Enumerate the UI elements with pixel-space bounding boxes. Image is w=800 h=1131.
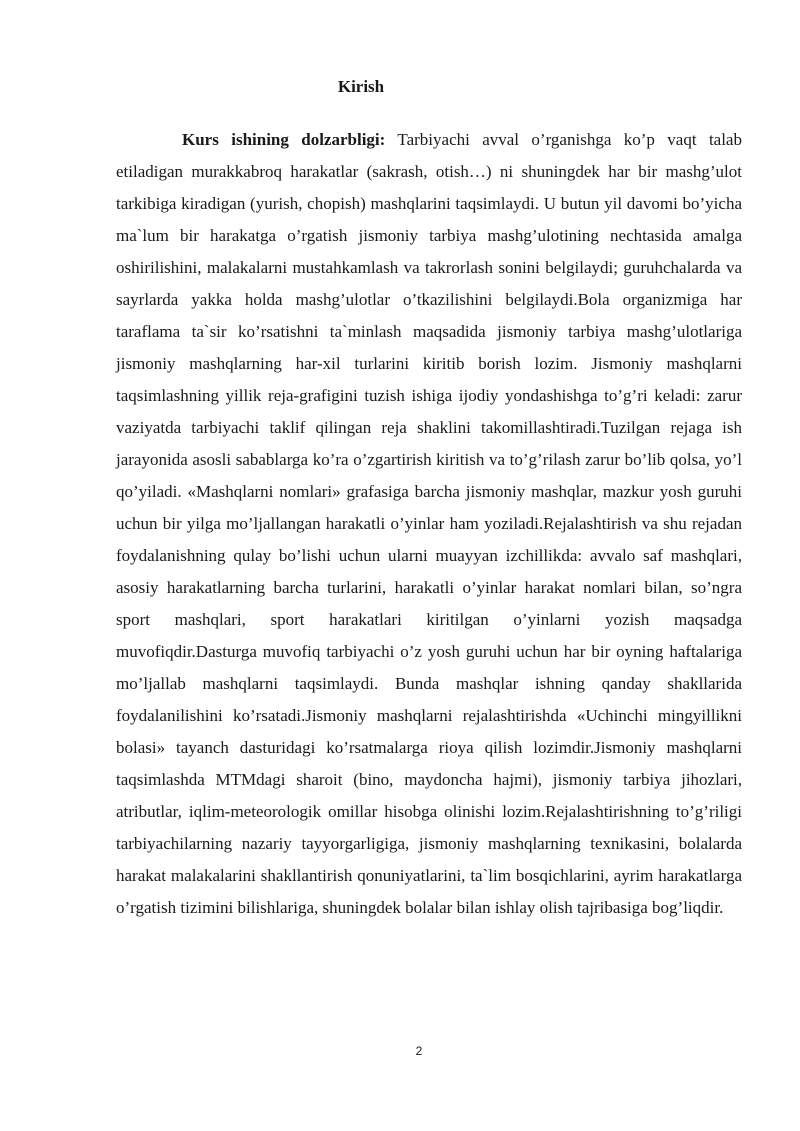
section-heading: Kirish: [337, 77, 385, 96]
paragraph-text: Tarbiyachi avval o’rganishga ko’p vaqt talab etiladigan murakkabroq harakatlar (sakrash, otish…) ni shuningdek har bir mashg’ulot tarkibiga kiradigan (yurish, chopish) mashqlarini taqsimlaydi. U butun yil davomi bo’yicha ma`lum bir harakatga o’rgatish jismoniy tarbiya mashg’ulotining nechtasida amalga oshirilishini, malakalarni mustahkamlash va takrorlash sonini belgilaydi; guruhchalarda va sayrlarda yakka holda mashg’ulotlar o’tkazilishini belgilaydi.Bola organizmiga har taraflama ta`sir ko’rsatishni ta`minlash maqsadida jismoniy tarbiya mashg’ulotlariga jismoniy mashqlarning har-xil turlarini kiritib borish lozim. Jismoniy mashqlarni taqsimlashning yillik reja-grafigini tuzish ishiga ijodiy yondashishga to’g’ri keladi: zarur vaziyatda tarbiyachi taklif qilingan reja shaklini takomillashtiradi.Tuzilgan rejaga ish jarayonida asosli sabablarga ko’ra o’zgartirish kiritish va to’g’rilash zarur bo’lib qolsa, yo’l qo’yiladi. «Mashqlarni nomlari» grafasiga barcha jismoniy mashqlar, mazkur yosh guruhi uchun bir yilga mo’ljallangan harakatli o’yinlar ham yoziladi.Rejalashtirish va shu rejadan foydalanishning qulay bo’lishi uchun ularni muayyan izchillikda: avvalo saf mashqlari, asosiy harakatlarning barcha turlarini, harakatli o’yinlar harakat nomlari bilan, so’ngra sport mashqlari, sport harakatlari kiritilgan o’yinlarni yozish maqsadga muvofiqdir.Dasturga muvofiq tarbiyachi o’z yosh guruhi uchun har bir oyning haftalariga mo’ljallab mashqlarni taqsimlaydi. Bunda mashqlar ishning qanday shakllarida foydalanilishini ko’rsatadi.Jismoniy mashqlarni rejalashtirishda «Uchinchi mingyillikni bolasi» tayanch dasturidagi ko’rsatmalarga rioya qilish lozimdir.Jismoniy mashqlarni taqsimlashda MTMdagi sharoit (bino, maydoncha hajmi), jismoniy tarbiya jihozlari, atributlar, iqlim-meteorologik omillar hisobga olinishi lozim.Rejalashtirishning to’g’riligi tarbiyachilarning nazariy tayyorgarligiga, jismoniy mashqlarning texnikasini, bolalarda harakat malakalarini shakllantirish qonuniyatlarini, ta`lim bosqichlarini, ayrim harakatlarga o’rgatish tizimini bilishlariga, shuningdek bolalar bilan ishlay olish tajribasiga bog’liqdir.: [116, 130, 742, 917]
paragraph-lead: Kurs ishining dolzarbligi:: [182, 130, 386, 149]
body-paragraph: [116, 124, 742, 924]
page-number: 2: [415, 1044, 423, 1058]
